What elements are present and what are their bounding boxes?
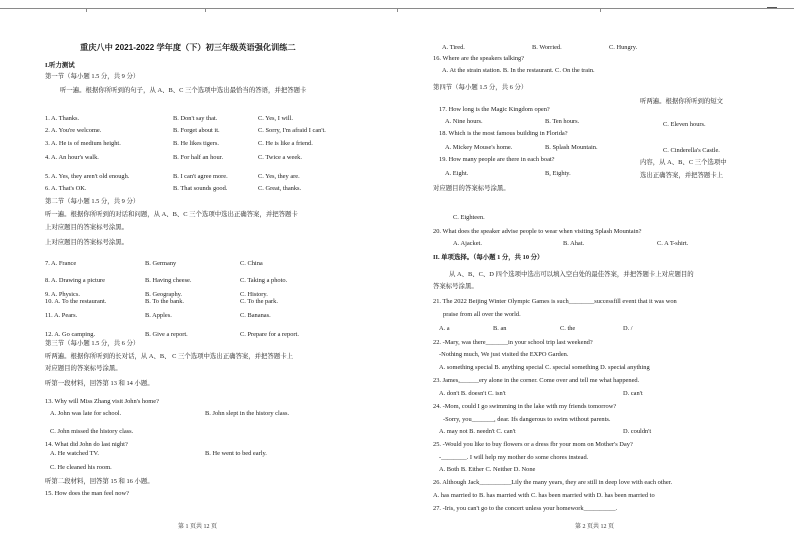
q13-stem: 13. Why will Miss Zhang visit John's home?	[45, 398, 159, 405]
q3-option-a: 3. A. He is of medium height.	[45, 140, 121, 147]
q7-option-a: 7. A. France	[45, 260, 77, 267]
q19-option-c: C. Eighteen.	[453, 214, 485, 221]
q24-options-abc: A. may not B. needn't C. can't	[439, 428, 516, 435]
part1-instructions: 听一遍。根据你所听到的句子，从 A、B、C 三个选项中选出最恰当的答语，并把答题卡	[60, 87, 307, 94]
q12-option-b: B. Give a report.	[145, 331, 188, 338]
q8-option-a: 8. A. Drawing a picture	[45, 277, 105, 284]
part4-side-instructions-1: 听两遍。根据你所听到的短文	[640, 98, 724, 105]
part1-heading: 第一节（每小题 1.5 分，共 9 分）	[45, 73, 140, 80]
q18-stem: 18. Which is the most famous building in Florida?	[439, 130, 568, 137]
q22-options: A. something special B. anything special C. special something D. special anything	[439, 364, 650, 371]
q18-option-a: A. Mickey Mouse's home.	[445, 144, 513, 151]
material-2-instruction: 听第二段材料，回答第 15 和 16 小题。	[45, 478, 154, 485]
q24-option-d: D. couldn't	[623, 428, 652, 435]
part4-heading: 第四节（每小题 1.5 分，共 6 分）	[433, 84, 528, 91]
part4-instructions-end: 对应题目的答案标号涂黑。	[433, 185, 510, 192]
q14-option-c: C. He cleaned his room.	[50, 464, 112, 471]
q2-option-c: C. Sorry, I'm afraid I can't.	[258, 127, 326, 134]
q26-options: A. has married to B. has married with C. has been married with D. has been married to	[433, 492, 655, 499]
q1-option-c: C. Yes, I will.	[258, 115, 293, 122]
section2-heading: II. 单项选择。（每小题 1 分，共 10 分）	[433, 254, 544, 261]
q17-stem: 17. How long is the Magic Kingdom open?	[439, 106, 550, 113]
q4-option-a: 4. A. An hour's walk.	[45, 154, 99, 161]
q16-stem: 16. Where are the speakers talking?	[433, 55, 525, 62]
q26-stem: 26. Although Jack__________Lily the many years, they are still in deep love with each other.	[433, 479, 673, 486]
q21-stem-continued: praise from all over the world.	[443, 311, 521, 318]
q13-option-b: B. John slept in the history class.	[205, 410, 290, 417]
q25-options: A. Both B. Either C. Neither D. None	[439, 466, 536, 473]
section2-instructions-line2: 答案标号涂黑。	[433, 283, 478, 290]
part4-side-instructions-3: 选出正确答案，并把答题卡上	[640, 172, 724, 179]
q5-option-c: C. Yes, they are.	[258, 173, 300, 180]
q6-option-b: B. That sounds good.	[173, 185, 228, 192]
part4-side-instructions-2: 内容，从 A、B、C 三个选项中	[640, 159, 727, 166]
q17-option-c: C. Eleven hours.	[663, 121, 706, 128]
q11-option-c: C. Bananas.	[240, 312, 271, 319]
page-footer: 第 1 页共 12 页	[178, 524, 218, 530]
q16-options: A. At the strain station. B. In the restaurant. C. On the train.	[442, 67, 595, 74]
q13-option-c: C. John missed the history class.	[50, 428, 134, 435]
part2-instructions-line3: 上对应题目的答案标号涂黑。	[45, 239, 129, 246]
q6-option-c: C. Great, thanks.	[258, 185, 302, 192]
q23-options-abc: A. don't B. doesn't C. isn't	[439, 390, 506, 397]
q13-option-a: A. John was late for school.	[50, 410, 122, 417]
part2-instructions-line2: 上对应题目的答案标号涂黑。	[45, 224, 129, 231]
q19-stem: 19. How many people are there in each boat?	[439, 156, 555, 163]
q9-option-c: C. History.	[240, 291, 268, 298]
q15-option-c: C. Hungry.	[609, 44, 638, 51]
q6-option-a: 6. A. That's OK.	[45, 185, 87, 192]
q3-option-c: C. He is like a friend.	[258, 140, 313, 147]
q10-option-c: C. To the park.	[240, 298, 278, 305]
q20-stem: 20. What does the speaker advise people to wear when visiting Splash Mountain?	[433, 228, 642, 235]
q7-option-b: B. Germany	[145, 260, 177, 267]
q9-option-a: 9. A. Physics.	[45, 291, 80, 298]
q4-option-c: C. Twice a week.	[258, 154, 302, 161]
q15-stem: 15. How does the man feel now?	[45, 490, 129, 497]
q5-option-a: 5. A. Yes, they aren't old enough.	[45, 173, 130, 180]
right-sheet	[397, 0, 794, 559]
q9-option-b: B. Geography.	[145, 291, 183, 298]
exam-title: 重庆八中 2021-2022 学年度（下）初三年级英语强化训练二	[80, 43, 296, 52]
q12-option-a: 12. A. Go camping.	[45, 331, 96, 338]
q15-option-a: A. Tired.	[442, 44, 465, 51]
q10-option-a: 10. A. To the restaurant.	[45, 298, 107, 305]
q17-option-b: B. Ten hours.	[545, 118, 580, 125]
q20-option-c: C. A T-shirt.	[657, 240, 689, 247]
q15-option-b: B. Worried.	[532, 44, 562, 51]
q22-stem: 22. -Mary, was there_______in your school trip last weekend?	[433, 339, 593, 346]
q14-option-b: B. He went to bed early.	[205, 450, 267, 457]
q4-option-b: B. For half an hour.	[173, 154, 224, 161]
q1-option-b: B. Don't say that.	[173, 115, 218, 122]
q21-stem: 21. The 2022 Beijing Winter Olympic Games is such________successfill event that it was won	[433, 298, 677, 305]
q23-option-d: D. can't	[623, 390, 643, 397]
q24-response: -Sorry, you_______, dear. Ifs dangerous to swim without parents.	[443, 416, 611, 423]
q10-option-b: B. To the bank.	[145, 298, 185, 305]
q11-option-b: B. Apples.	[145, 312, 172, 319]
q14-option-a: A. He watched TV.	[50, 450, 99, 457]
part3-instructions-line2: 对应题目的答案标号涂黑。	[45, 365, 122, 372]
q8-option-b: B. Having cheese.	[145, 277, 192, 284]
q17-option-a: A. Nine hours.	[445, 118, 483, 125]
q20-option-a: A. Ajacket.	[453, 240, 482, 247]
q14-stem: 14. What did John do last night?	[45, 441, 128, 448]
q21-option-a: A. a	[439, 325, 450, 332]
q21-option-c: C. the	[560, 325, 576, 332]
part2-heading: 第二节（每小题 1.5 分，共 9 分）	[45, 198, 140, 205]
q27-stem: 27. -Iris, you can't go to the concert unless your homework__________.	[433, 505, 618, 512]
q2-option-a: 2. A. You're welcome.	[45, 127, 102, 134]
q25-stem: 25. -Would you like to buy flowers or a dress fbr your mom on Mother's Day?	[433, 441, 633, 448]
part2-instructions-line1: 听一遍。根据你所听到的对话和问题，从 A、B、C 三个选项中选出正确答案，并把答题卡	[45, 211, 298, 218]
q24-stem: 24. -Mom, could I go swimming in the lake with my friends tomorrow?	[433, 403, 617, 410]
q12-option-c: C. Prepare for a report.	[240, 331, 299, 338]
q22-response: -Nothing much, We just visited the EXPO Garden.	[439, 351, 569, 358]
part3-instructions-line1: 听两遍。根据你所听到的长对话，从 A、B、 C 三个选项中选出正确答案，并把答题卡上	[45, 353, 293, 360]
q11-option-a: 11. A. Pears.	[45, 312, 78, 319]
q25-response: -________. I will help my mother do some chores instead.	[439, 454, 589, 461]
q19-option-a: A. Eight.	[445, 170, 469, 177]
page-footer: 第 2 页共 12 页	[575, 524, 615, 530]
q18-option-c: C. Cinderella's Castle.	[663, 147, 720, 154]
q23-stem: 23. James,______ery alone in the corner. Come over and tell me what happened.	[433, 377, 640, 384]
part3-heading: 第三节（每小题 1.5 分，共 6 分）	[45, 340, 140, 347]
q7-option-c: C. China	[240, 260, 263, 267]
q3-option-b: B. He likes tigers.	[173, 140, 219, 147]
material-1-instruction: 听第一段材料，回答第 13 和 14 小题。	[45, 380, 154, 387]
q21-option-d: D. /	[623, 325, 633, 332]
section-listening-heading: I.听力测试	[45, 62, 75, 69]
q8-option-c: C. Taking a photo.	[240, 277, 288, 284]
q19-option-b: B, Eighty.	[545, 170, 571, 177]
section2-instructions-line1: 从 A、B、C、D 四个选项中选出可以填入空白处的最佳答案，并把答题卡上对应题目的	[449, 271, 694, 278]
q21-option-b: B. an	[493, 325, 507, 332]
q1-option-a: 1. A. Thanks.	[45, 115, 80, 122]
q20-option-b: B. Ahat.	[563, 240, 585, 247]
q18-option-b: B. Splash Mountain.	[545, 144, 598, 151]
q5-option-b: B. I can't agree more.	[173, 173, 228, 180]
q2-option-b: B. Forget about it.	[173, 127, 220, 134]
